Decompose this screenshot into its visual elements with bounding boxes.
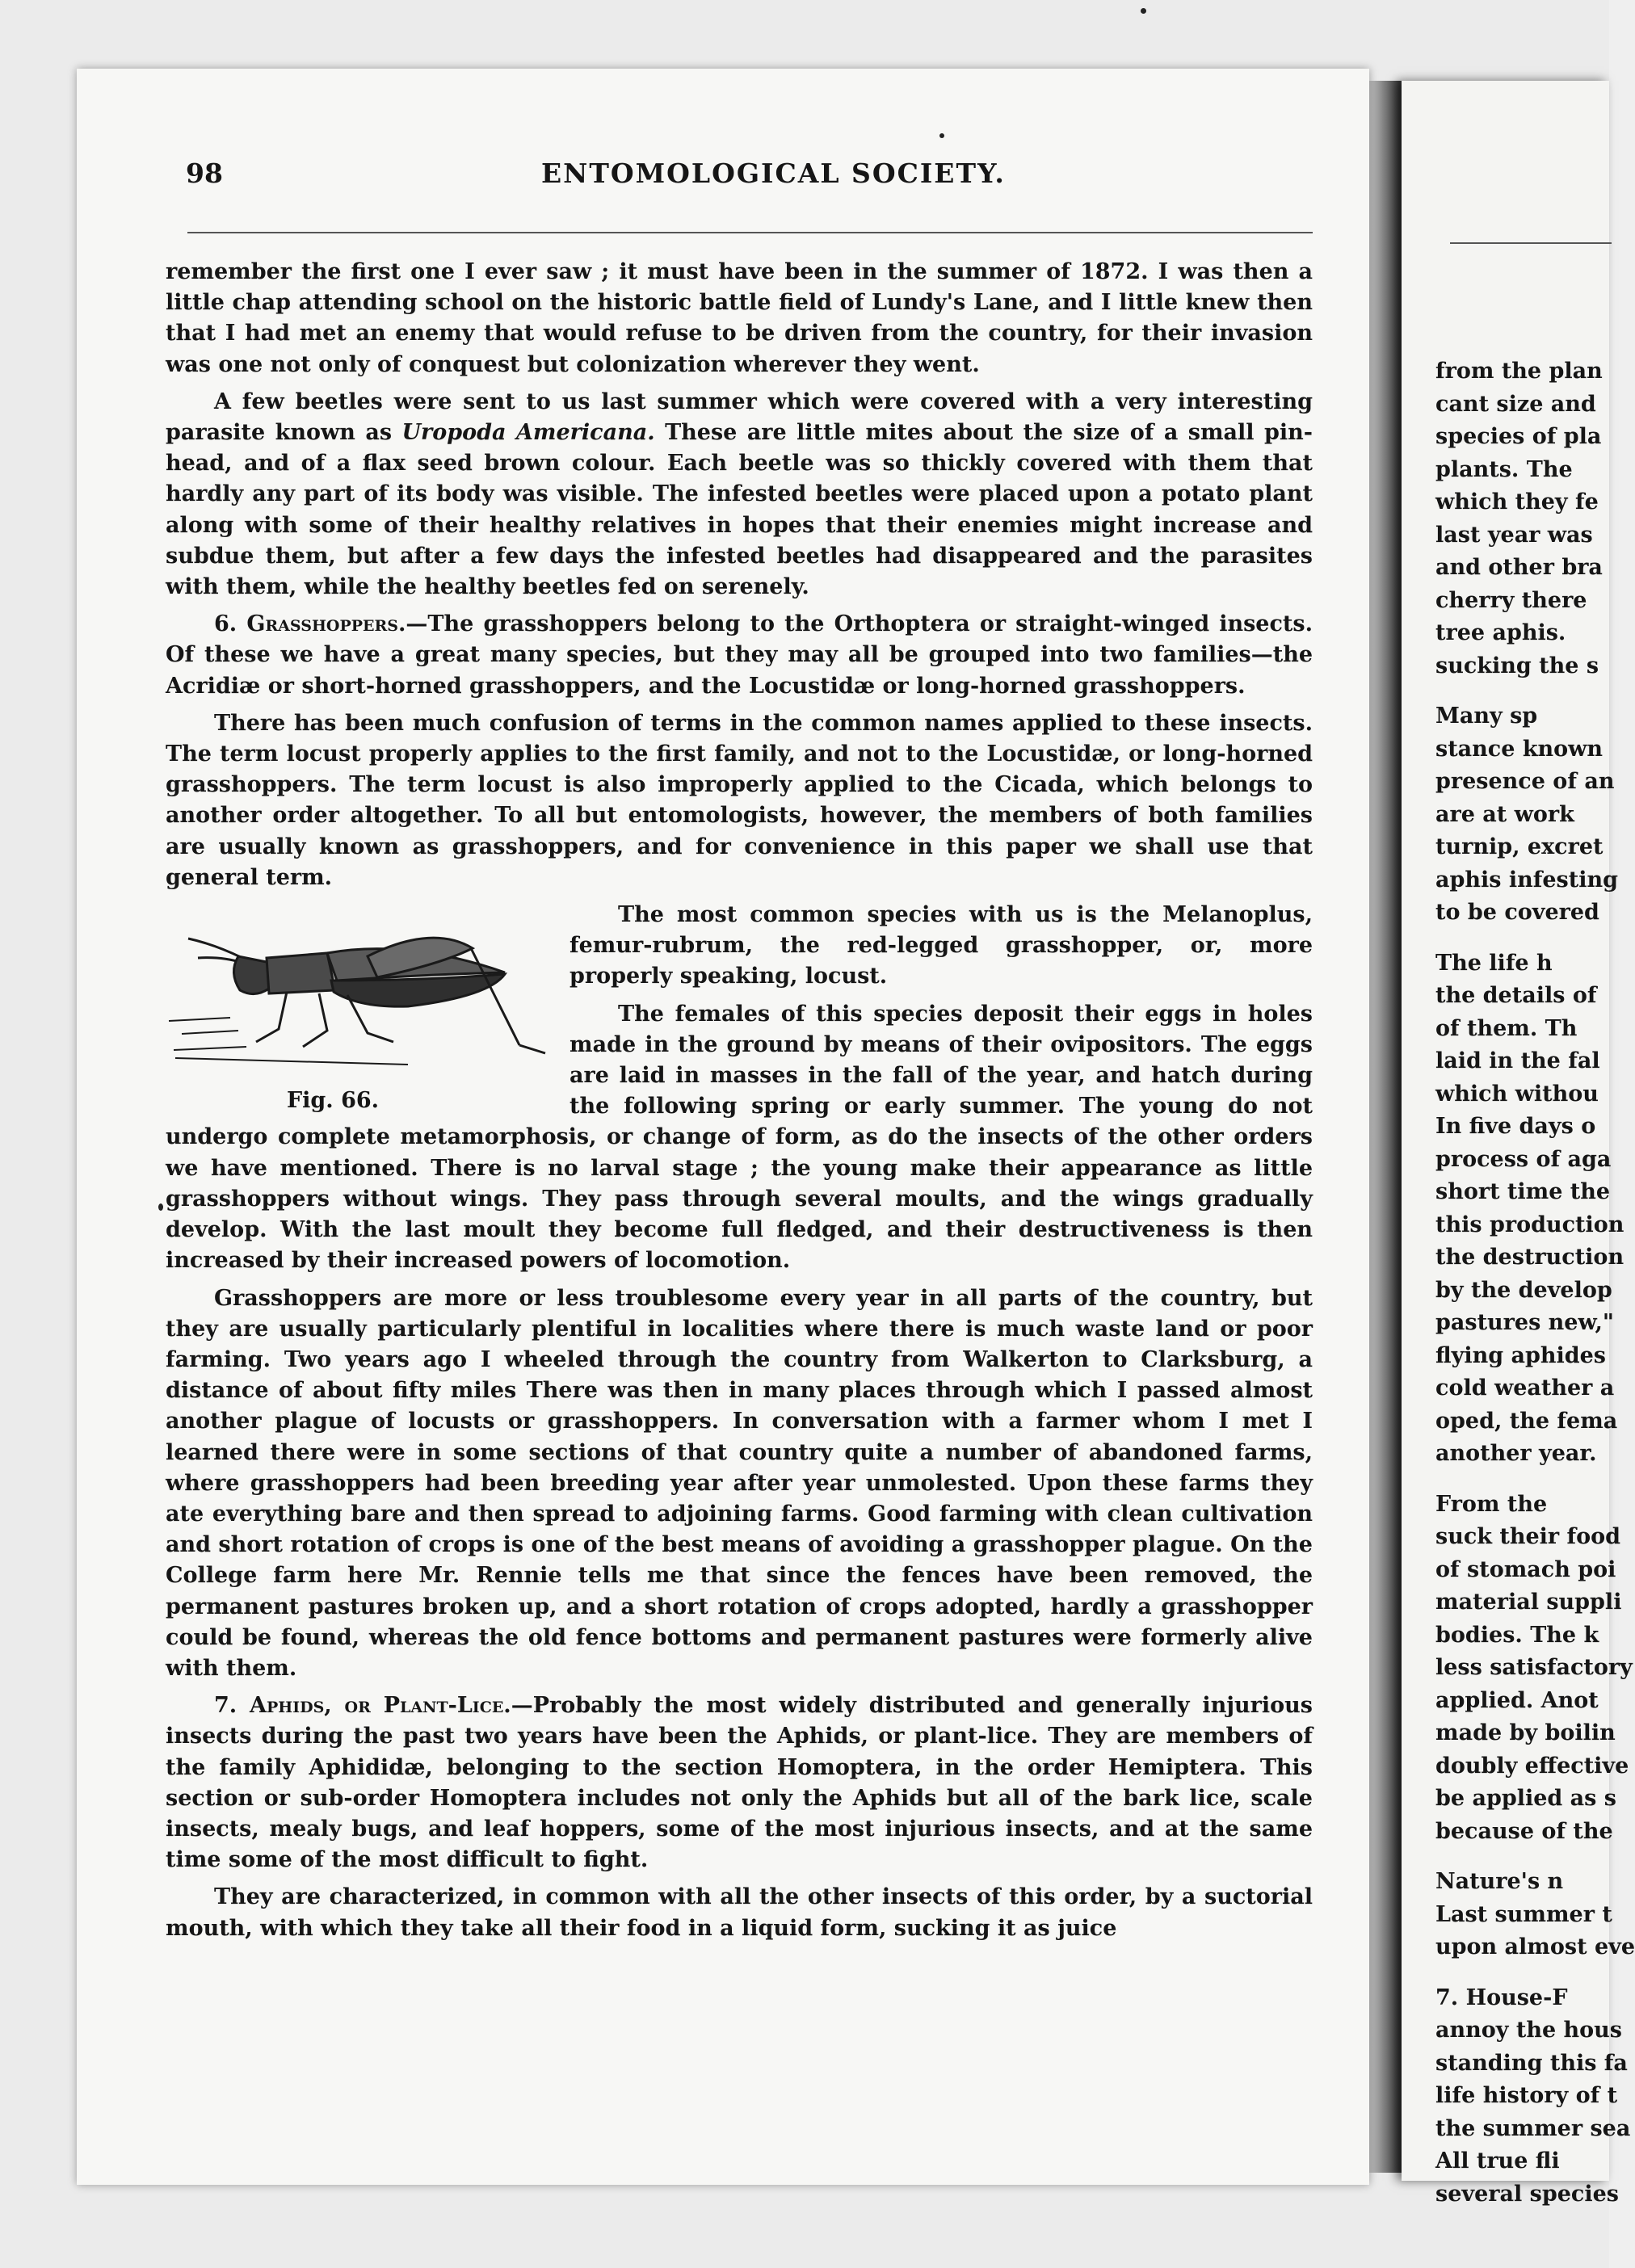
paragraph-intro: remember the first one I ever saw ; it must have been in the summer of 1872. I was then a little chap attending school on the historic battle field of Lundy's Lane, and I little knew then that I had met an enemy that would refuse to be driven from the country, for their invasion was one not only of conquest but colonization wherever they went.	[166, 259, 1313, 377]
paragraph-melanoplus: The most common species with us is the Melanoplus, femur-rubrum, the red-legged grasshopper, or, more properly speaking, locust.	[570, 902, 1313, 989]
right-page-line: oped, the fema	[1435, 1408, 1618, 1434]
right-page-partial	[1402, 81, 1635, 2207]
scan-speck	[939, 133, 944, 138]
header-rule	[187, 232, 1313, 233]
right-page-line: by the develop	[1435, 1277, 1612, 1303]
right-page-line	[1435, 1964, 1621, 1982]
right-page-line: aphis infesting	[1435, 867, 1618, 892]
section-heading: Aphids, or Plant-Lice.	[250, 1693, 511, 1719]
grasshopper-illustration-icon	[166, 900, 561, 1086]
paragraph-characterized: They are characterized, in common with all the other insects of this order, by a suctorial mouth, with which they take all their food in a liquid form, sucking it as juice	[166, 1884, 1313, 1941]
section-aphids: 7. Aphids, or Plant-Lice.—Probably the most widely distributed and generally injurious insects during the past two years have been the Aphids, or plant-lice. They are members of the family Aphididæ, belonging to the section Homoptera, in the order Hemiptera. This section or sub-order Homoptera includes not only the Aphids but all of the bark lice, scale insects, mealy bugs, and leaf hoppers, some of the most injurious insects, and at the same time some of the most difficult to fight.	[166, 1693, 1313, 1873]
right-page-line: the details of	[1435, 983, 1597, 1008]
right-page-line	[1435, 1848, 1621, 1866]
right-page-line: the summer sea	[1435, 2115, 1631, 2141]
right-page-line: sucking the s	[1435, 653, 1599, 678]
right-page-text	[1435, 355, 1635, 2211]
article-body	[166, 257, 1313, 1951]
right-page-line: which they fe	[1435, 489, 1599, 514]
right-page-line: of stomach poi	[1435, 1556, 1616, 1582]
paragraph-eggs: The females of this species deposit their eggs in holes made in the ground by means of their ovipositors. The eggs are laid in masses in the fall of the year, and hatch during the following spring or early summer. The young do not undergo complete metamorphosis, or change of form, as do the insects of the other orders we have mentioned. There is no larval stage ; the young make their appearance as little grasshoppers without wings. They pass through several moults, and the wings gradually develop. With the last moult they become full fledged, and their destructiveness is then increased by their increased powers of locomotion.	[166, 1001, 1313, 1274]
right-page-line: several species	[1435, 2181, 1619, 2207]
right-page-line: short time the	[1435, 1179, 1611, 1204]
right-page-line: less satisfactory	[1435, 1655, 1633, 1680]
section-grasshoppers: 6. Grasshoppers.—The grasshoppers belong to the Orthoptera or straight-winged insects. Of these we have a great many species, but they may all be grouped into two families—the Acridiæ or short-horned grasshoppers, and the Locustidæ or long-horned grasshoppers.	[166, 611, 1313, 699]
right-page-line: standing this fa	[1435, 2050, 1628, 2076]
right-page-line: flying aphides	[1435, 1342, 1607, 1368]
right-page-line: another year.	[1435, 1441, 1597, 1466]
right-page-line: presence of an	[1435, 769, 1615, 794]
right-page-line: cant size and	[1435, 391, 1596, 417]
right-page-line: this production	[1435, 1212, 1624, 1237]
right-page-line: The life h	[1435, 950, 1553, 976]
right-page-line: and other bra	[1435, 555, 1603, 580]
right-page-line: bodies. The k	[1435, 1622, 1599, 1648]
right-page-line: tree aphis.	[1435, 620, 1566, 645]
right-header-rule	[1450, 242, 1612, 244]
section-heading: Grasshoppers.	[246, 611, 406, 637]
right-page-line: turnip, excret	[1435, 834, 1603, 859]
scan-speck	[1141, 8, 1146, 14]
figure-caption: Fig. 66.	[287, 1088, 380, 1114]
right-page-line: cherry there	[1435, 587, 1587, 613]
right-page-line: From the	[1435, 1491, 1548, 1517]
right-page-line: be applied as s	[1435, 1786, 1616, 1811]
paragraph-terms: There has been much confusion of terms in the common names applied to these insects. The term locust properly applies to the first family, and not to the Locustidæ, or long-horned grasshoppers. The term locust is also improperly applied to the Cicada, which belongs to another order altogether. To all but entomologists, however, the members of both families are usually known as grasshoppers, and for convenience in this paper we shall use that general term.	[166, 710, 1313, 890]
right-page-line: pastures new,"	[1435, 1310, 1614, 1335]
right-page-line: because of the	[1435, 1818, 1613, 1844]
right-page-line: process of aga	[1435, 1146, 1612, 1172]
right-page-line: stance known	[1435, 736, 1603, 762]
right-page-line: In five days o	[1435, 1114, 1596, 1139]
right-page-line: plants. The	[1435, 456, 1573, 482]
paragraph-plague: Grasshoppers are more or less troublesome every year in all parts of the country, but they are usually particularly plentiful in localities where there is much waste land or poor farming. Two years ago I wheeled through the country from Walkerton to Clarksburg, a distance of about fifty miles There was then in many places through which I passed almost another plague of locusts or grasshoppers. In conversation with a farmer whom I met I learned there were in some sections of that country quite a number of abandoned farms, where grasshoppers had been breeding year after year unmolested. Upon these farms they ate everything bare and then spread to adjoining farms. Good farming with clean cultivation and short rotation of crops is one of the best means of avoiding a grasshopper plague. On the College farm here Mr. Rennie tells me that since the fences have been removed, the permanent pastures broken up, and a short rotation of crops adopted, hardly a grasshopper could be found, whereas the old fence bottoms and permanent pastures were formerly alive with them.	[166, 1285, 1313, 1681]
right-page-line	[1435, 682, 1621, 700]
right-page-line: Last summer t	[1435, 1901, 1612, 1927]
scan-speck	[158, 1203, 163, 1211]
right-page-line: the destruction	[1435, 1245, 1624, 1270]
right-page-line: species of pla	[1435, 424, 1602, 449]
right-page-line: of them. Th	[1435, 1015, 1578, 1041]
right-page-line: life history of t	[1435, 2083, 1618, 2108]
right-page-line: Many sp	[1435, 704, 1538, 729]
right-page-line	[1435, 930, 1621, 947]
right-page-line: are at work	[1435, 801, 1574, 827]
page-number: 98	[186, 158, 223, 189]
right-page-line	[1435, 1471, 1621, 1489]
species-name: Uropoda Americana.	[401, 420, 655, 446]
right-page-line: All true fli	[1435, 2148, 1560, 2174]
right-page-line: to be covered	[1435, 900, 1599, 925]
right-page-line: suck their food	[1435, 1524, 1621, 1549]
right-page-line: upon almost eve	[1435, 1934, 1635, 1959]
right-page-line: cold weather a	[1435, 1376, 1615, 1401]
right-page-line: Nature's n	[1435, 1869, 1564, 1894]
right-page-line: from the plan	[1435, 359, 1603, 384]
right-page-line: last year was	[1435, 522, 1593, 548]
right-page-line: doubly effective	[1435, 1753, 1629, 1779]
right-page-line: which withou	[1435, 1081, 1599, 1107]
right-page-line: 7. House-F	[1435, 1984, 1568, 2010]
right-page-line: material suppli	[1435, 1590, 1622, 1615]
running-head	[186, 158, 1317, 198]
right-page-line: applied. Anot	[1435, 1687, 1599, 1713]
paragraph-uropoda: A few beetles were sent to us last summer which were covered with a very interesting parasite known as Uropoda Americana. These are little mites about the size of a small pin-head, and of a flax seed brown colour. Each beetle was so thickly covered with them that hardly any part of its body was visible. The infested beetles were placed upon a potato plant along with some of their healthy relatives in hopes that their enemies might increase and subdue them, but after a few days the infested beetles had disappeared and the parasites with them, while the healthy beetles fed on serenely.	[166, 388, 1313, 600]
right-page-line: laid in the fal	[1435, 1048, 1600, 1073]
figure-grasshopper	[166, 900, 561, 1122]
right-page-line: annoy the hous	[1435, 2018, 1623, 2043]
right-page-line: made by boilin	[1435, 1720, 1616, 1745]
running-title: ENTOMOLOGICAL SOCIETY.	[541, 158, 1006, 189]
